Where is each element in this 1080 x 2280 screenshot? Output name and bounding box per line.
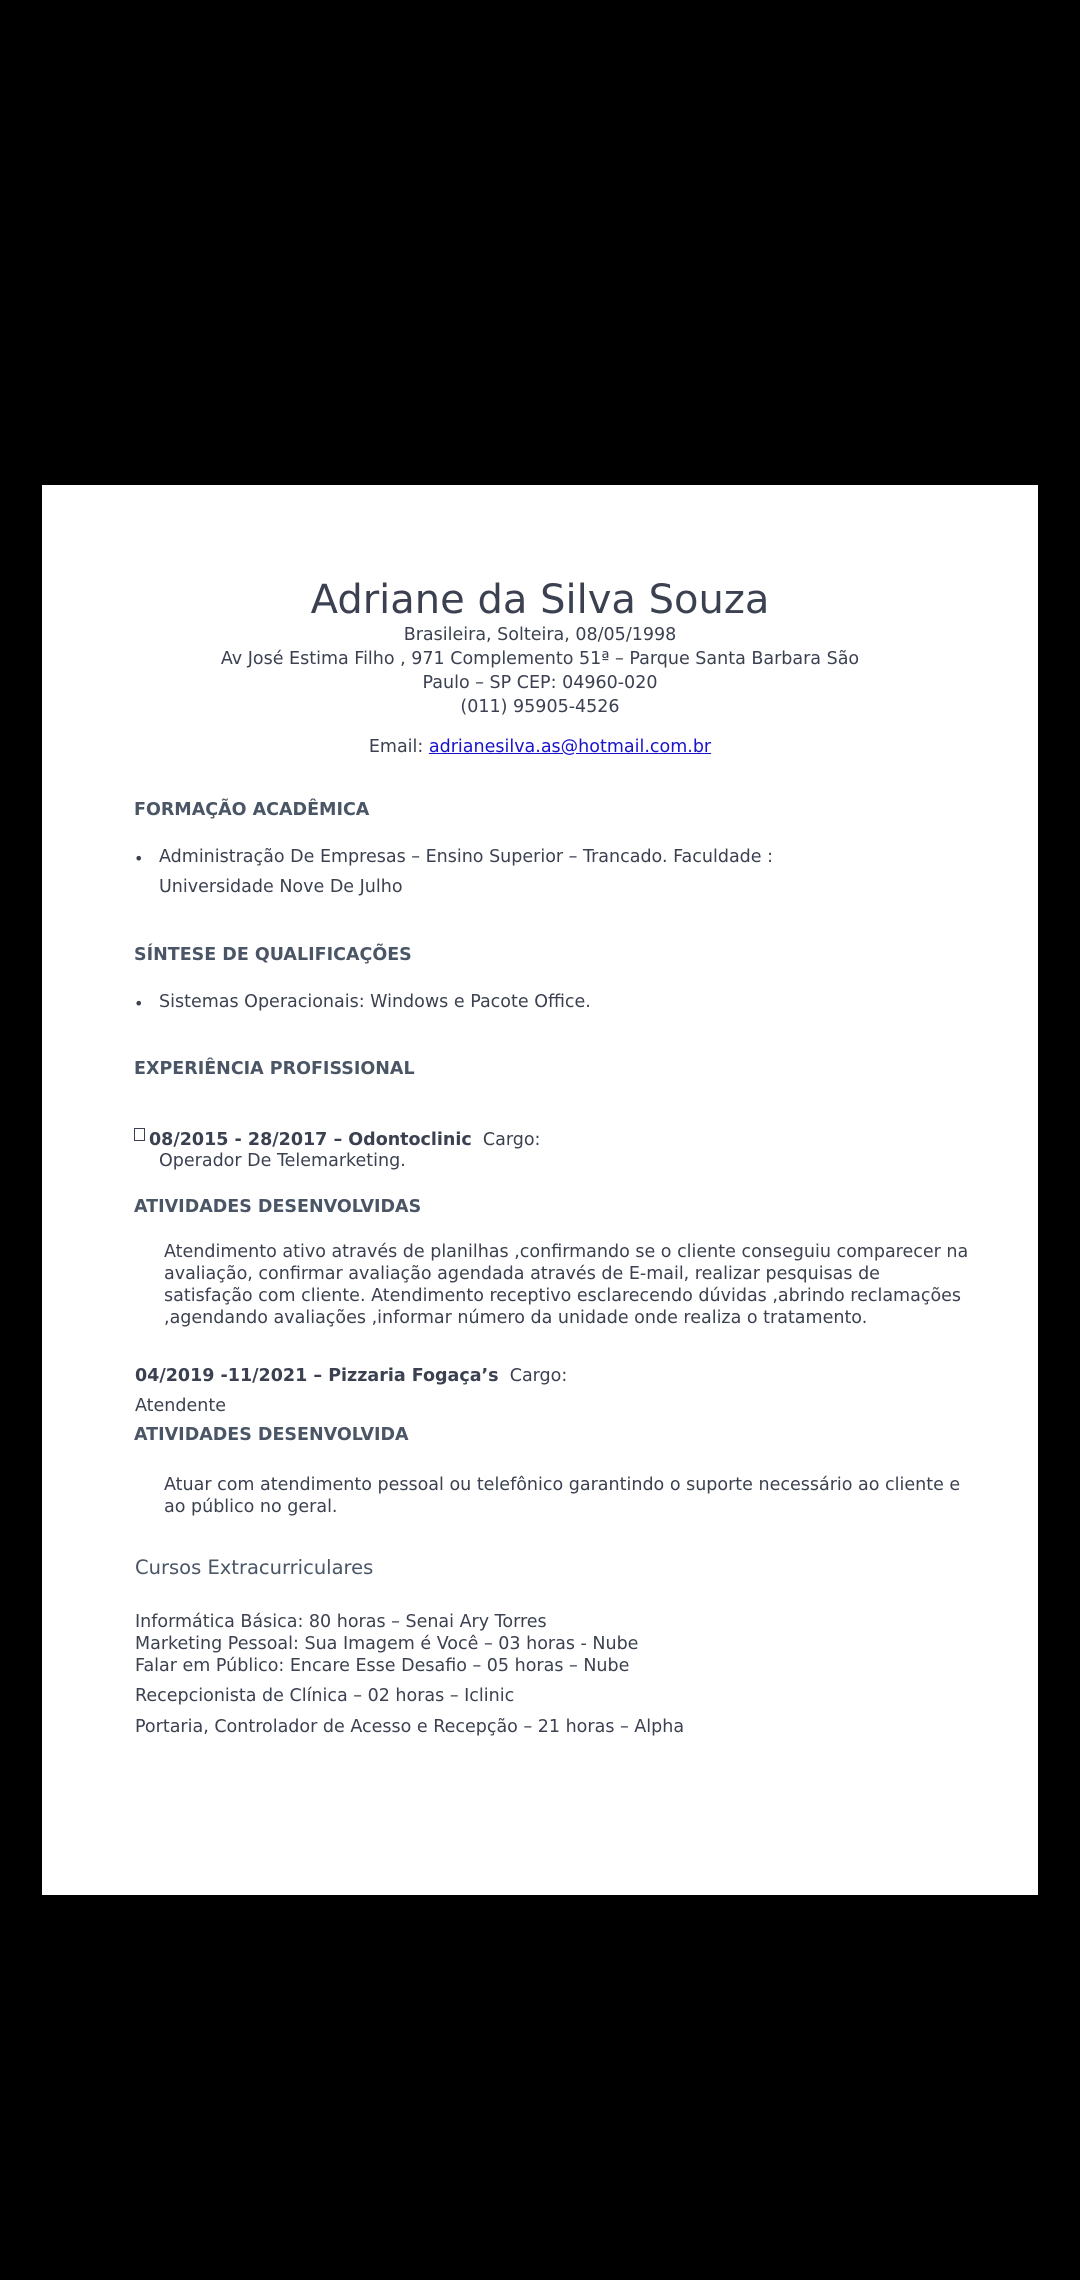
candidate-name: Adriane da Silva Souza	[310, 577, 770, 623]
formacao-line-2: Universidade Nove De Julho	[159, 877, 403, 897]
address-line-2: Paulo – SP CEP: 04960-020	[422, 673, 658, 693]
job1-role: Operador De Telemarketing.	[159, 1151, 406, 1171]
job2-cargo-label: Cargo:	[509, 1366, 568, 1386]
curso-item: Recepcionista de Clínica – 02 horas – Iclinic	[135, 1686, 515, 1706]
job2-activity-line: ao público no geral.	[164, 1497, 338, 1517]
sintese-item: Sistemas Operacionais: Windows e Pacote Office.	[159, 992, 591, 1012]
curso-item: Portaria, Controlador de Acesso e Recepção – 21 horas – Alpha	[135, 1717, 685, 1737]
curso-item: Informática Básica: 80 horas – Senai Ary Torres	[135, 1612, 547, 1632]
job2-period-company: 04/2019 -11/2021 – Pizzaria Fogaça’s	[135, 1366, 499, 1386]
formacao-bullet: •	[134, 849, 144, 868]
email-link[interactable]: adrianesilva.as@hotmail.com.br	[428, 737, 712, 757]
personal-info: Brasileira, Solteira, 08/05/1998	[403, 625, 677, 645]
curso-item: Marketing Pessoal: Sua Imagem é Você – 03 horas - Nube	[135, 1634, 639, 1654]
cursos-heading: Cursos Extracurriculares	[135, 1556, 374, 1579]
address-line-1: Av José Estima Filho , 971 Complemento 51ª – Parque Santa Barbara São	[220, 649, 860, 669]
checkbox-icon	[134, 1128, 145, 1141]
experiencia-heading: EXPERIÊNCIA PROFISSIONAL	[134, 1059, 415, 1079]
job1-activity-line: Atendimento ativo através de planilhas ,confirmando se o cliente conseguiu comparecer na	[164, 1242, 969, 1262]
job1-activities-heading: ATIVIDADES DESENVOLVIDAS	[134, 1197, 422, 1217]
job2-header	[135, 1366, 567, 1386]
email-line	[42, 737, 1038, 757]
resume-page	[42, 485, 1038, 1895]
curso-item: Falar em Público: Encare Esse Desafio – 05 horas – Nube	[135, 1656, 630, 1676]
phone: (011) 95905-4526	[460, 697, 620, 717]
formacao-line-1: Administração De Empresas – Ensino Superior – Trancado. Faculdade :	[159, 847, 774, 867]
job1-activity-line: ,agendando avaliações ,informar número da unidade onde realiza o tratamento.	[164, 1308, 868, 1328]
job2-role: Atendente	[135, 1396, 226, 1416]
job2-activities-heading: ATIVIDADES DESENVOLVIDA	[134, 1425, 409, 1445]
job1-header	[134, 1128, 540, 1150]
job1-period-company: 08/2015 - 28/2017 – Odontoclinic	[149, 1130, 472, 1150]
job2-activity-line: Atuar com atendimento pessoal ou telefônico garantindo o suporte necessário ao cliente e	[164, 1475, 961, 1495]
job1-cargo-label: Cargo:	[482, 1130, 541, 1150]
formacao-heading: FORMAÇÃO ACADÊMICA	[134, 800, 370, 820]
job1-activity-line: avaliação, confirmar avaliação agendada através de E-mail, realizar pesquisas de	[164, 1264, 880, 1284]
sintese-bullet: •	[134, 994, 144, 1013]
job1-activity-line: satisfação com cliente. Atendimento receptivo esclarecendo dúvidas ,abrindo reclamações	[164, 1286, 962, 1306]
email-label: Email:	[368, 737, 424, 757]
sintese-heading: SÍNTESE DE QUALIFICAÇÕES	[134, 945, 412, 965]
